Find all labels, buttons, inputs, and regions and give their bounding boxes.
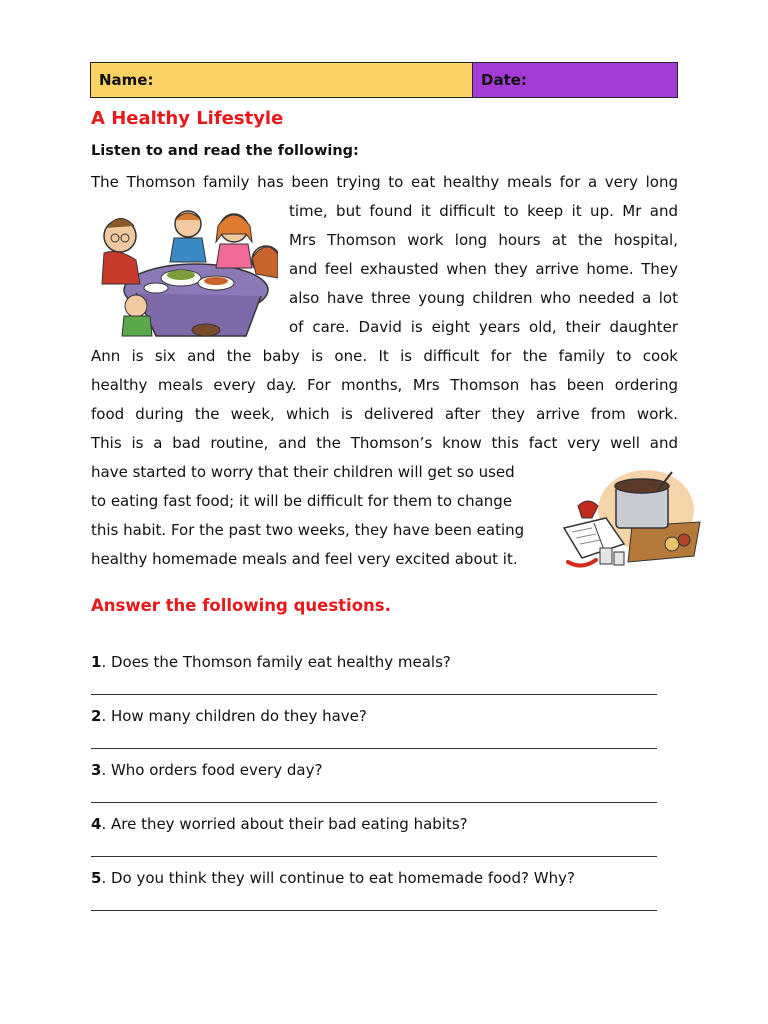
passage-line: of care. David is eight years old, their daughter	[289, 318, 678, 336]
worksheet-title: A Healthy Lifestyle	[91, 108, 284, 129]
answer-line-3[interactable]	[91, 802, 657, 803]
question-text: . Do you think they will continue to eat homemade food? Why?	[101, 869, 575, 887]
passage-line: and feel exhausted when they arrive home. They	[289, 260, 678, 278]
question-number: 4	[91, 815, 102, 833]
passage-line: healthy homemade meals and feel very excited about it.	[91, 550, 518, 568]
passage-line: healthy meals every day. For months, Mrs Thomson has been ordering	[91, 376, 678, 394]
instruction-text: Listen to and read the following:	[91, 143, 359, 159]
family-dinner-illustration	[96, 198, 278, 340]
question-number: 3	[91, 761, 102, 779]
question-5	[91, 869, 575, 887]
questions-title: Answer the following questions.	[91, 596, 391, 615]
passage-line: to eating fast food; it will be difficult for them to change	[91, 492, 513, 510]
question-2	[91, 707, 367, 725]
question-text: . How many children do they have?	[101, 707, 367, 725]
name-field[interactable]	[91, 63, 473, 97]
question-text: . Are they worried about their bad eating habits?	[101, 815, 468, 833]
passage-line: also have three young children who needed a lot	[289, 289, 678, 307]
question-text: . Who orders food every day?	[101, 761, 323, 779]
passage-line: food during the week, which is delivered after they arrive from work.	[91, 405, 678, 423]
passage-line: Mrs Thomson work long hours at the hospital,	[289, 231, 678, 249]
passage-line: Ann is six and the baby is one. It is difficult for the family to cook	[91, 347, 678, 365]
passage-line: have started to worry that their children will get so used	[91, 463, 515, 481]
passage-line: this habit. For the past two weeks, they have been eating	[91, 521, 525, 539]
answer-line-4[interactable]	[91, 856, 657, 857]
name-label: Name:	[99, 71, 154, 89]
date-label: Date:	[481, 71, 527, 89]
passage-line: The Thomson family has been trying to eat healthy meals for a very long	[91, 173, 678, 191]
date-field[interactable]	[473, 63, 677, 97]
question-1	[91, 653, 451, 671]
name-date-bar	[90, 62, 678, 98]
passage-line: time, but found it difficult to keep it up. Mr and	[289, 202, 678, 220]
question-text: . Does the Thomson family eat healthy meals?	[101, 653, 451, 671]
question-number: 1	[91, 653, 102, 671]
question-number: 2	[91, 707, 102, 725]
passage-line: This is a bad routine, and the Thomson’s know this fact very well and	[91, 434, 678, 452]
question-4	[91, 815, 468, 833]
answer-line-5[interactable]	[91, 910, 657, 911]
question-3	[91, 761, 322, 779]
answer-line-2[interactable]	[91, 748, 657, 749]
question-number: 5	[91, 869, 102, 887]
answer-line-1[interactable]	[91, 694, 657, 695]
cooking-pot-recipe-book-illustration	[562, 466, 702, 576]
